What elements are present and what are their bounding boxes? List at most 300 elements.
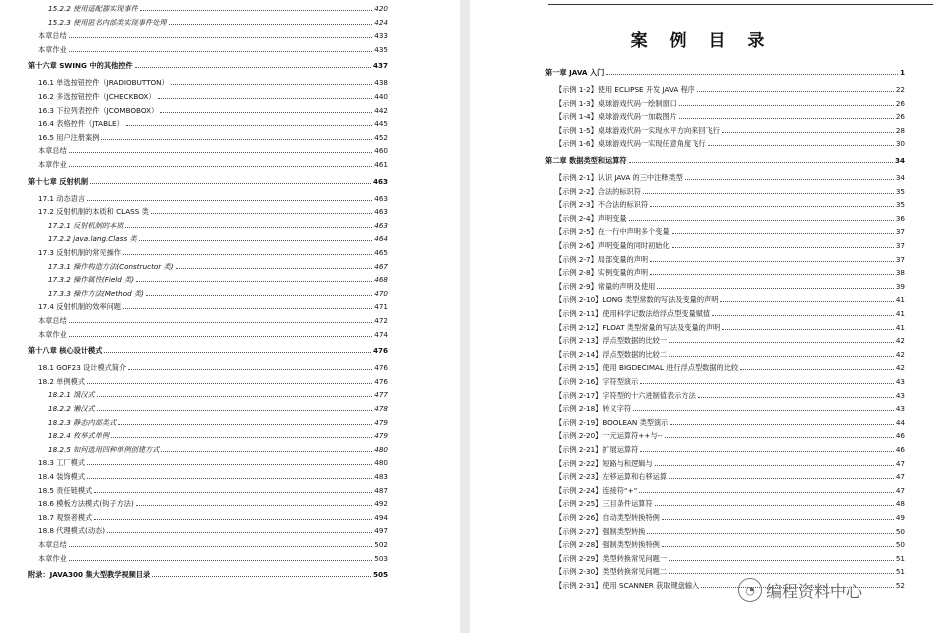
toc-page-number: 479 <box>374 431 388 441</box>
dot-leader <box>650 205 894 207</box>
toc-page-number: 478 <box>374 404 388 413</box>
toc-entry-title: 【示例 2-18】转义字符 <box>555 404 632 414</box>
toc-row[interactable] <box>48 431 388 440</box>
toc-entry-title: 16.1 单选按钮控件（JRADIOBUTTON） <box>38 78 169 88</box>
toc-row[interactable] <box>38 160 388 169</box>
toc-row[interactable] <box>555 255 905 264</box>
dot-leader <box>104 351 371 353</box>
toc-page-number: 22 <box>895 85 905 94</box>
dot-leader <box>708 144 894 146</box>
dot-leader <box>629 219 894 221</box>
toc-page-number: 483 <box>374 472 388 481</box>
dot-leader <box>740 368 894 370</box>
dot-leader <box>136 504 373 506</box>
dot-leader <box>87 199 372 201</box>
dot-leader <box>697 90 894 92</box>
toc-row[interactable] <box>555 227 905 236</box>
toc-page-number: 424 <box>374 17 388 27</box>
toc-entry-title: 【示例 2-2】合法的标识符 <box>555 186 641 196</box>
toc-page-number: 435 <box>374 44 388 54</box>
toc-entry-title: 【示例 2-15】使用 BIGDECIMAL 进行浮点型数据的比较 <box>555 363 739 373</box>
toc-entry-title: 17.4 反射机制的效率问题 <box>38 302 121 312</box>
dot-leader <box>643 192 894 194</box>
toc-row[interactable] <box>555 499 905 508</box>
toc-entry-title: 17.3.2 操作属性(Field 类) <box>48 275 135 285</box>
dot-leader <box>69 165 373 167</box>
header-rule <box>548 4 933 5</box>
dot-leader <box>69 559 373 561</box>
dot-leader <box>633 409 894 411</box>
dot-leader <box>158 97 373 99</box>
toc-page-number: 442 <box>374 105 388 115</box>
toc-row[interactable] <box>48 404 388 413</box>
toc-entry-title: 【示例 1-5】桌球游戏代码一实现水平方向来回飞行 <box>555 125 720 135</box>
toc-row[interactable] <box>555 139 905 148</box>
toc-entry-title: 18.3 工厂模式 <box>38 458 86 468</box>
toc-entry-title: 【示例 2-22】短路与和逻辑与 <box>555 458 653 468</box>
dot-leader <box>669 355 894 357</box>
toc-page-number: 50 <box>895 540 905 550</box>
toc-page-number: 502 <box>374 540 388 549</box>
toc-row[interactable] <box>555 85 905 94</box>
dot-leader <box>679 104 894 106</box>
toc-page-number: 463 <box>374 220 388 230</box>
dot-leader <box>672 246 894 248</box>
dot-leader <box>665 436 894 438</box>
toc-page-number: 38 <box>895 268 905 278</box>
toc-page-number: 420 <box>374 4 388 13</box>
toc-row[interactable] <box>38 499 388 508</box>
toc-entry-title: 【示例 2-16】字符型演示 <box>555 377 639 386</box>
toc-page-number: 43 <box>895 377 905 386</box>
toc-page-number: 47 <box>895 485 905 495</box>
toc-row[interactable] <box>555 336 905 345</box>
toc-entry-title: 18.2.4 枚举式单例 <box>48 431 110 441</box>
dot-leader <box>639 491 893 493</box>
toc-row[interactable] <box>38 526 388 535</box>
toc-entry-title: 【示例 2-12】FLOAT 类型常量的写法及变量的声明 <box>555 322 721 332</box>
dot-leader <box>69 335 373 337</box>
toc-page-number: 52 <box>895 581 905 590</box>
toc-page-number: 47 <box>895 472 905 482</box>
toc-page-number: 48 <box>895 499 905 509</box>
dot-leader <box>679 117 894 119</box>
toc-row[interactable] <box>38 377 388 386</box>
toc-entry-title: 第十八章 核心设计模式 <box>28 346 103 356</box>
toc-row[interactable] <box>555 282 905 291</box>
toc-row[interactable] <box>38 45 388 54</box>
toc-entry-title: 【示例 2-11】使用科学记数法给浮点型变量赋值 <box>555 309 711 318</box>
toc-row[interactable] <box>555 295 905 304</box>
toc-row[interactable] <box>555 214 905 223</box>
toc-entry-title: 15.2.3 使用匿名内部类实现事件处理 <box>48 17 167 27</box>
toc-page-number: 50 <box>895 526 905 536</box>
toc-entry-title: 18.2 单例模式 <box>38 376 86 386</box>
toc-entry-title: 16.5 用户注册案例 <box>38 132 100 142</box>
dot-leader <box>69 36 373 38</box>
toc-page-number: 464 <box>374 234 388 244</box>
dot-leader <box>107 531 372 533</box>
dot-leader <box>87 382 372 384</box>
dot-leader <box>662 518 894 520</box>
toc-page-number: 42 <box>895 336 905 346</box>
toc-page-number: 46 <box>895 431 905 441</box>
toc-chapter-row[interactable] <box>28 570 388 579</box>
dot-leader <box>69 321 373 323</box>
toc-row[interactable] <box>48 289 388 298</box>
toc-page-number: 41 <box>895 295 905 305</box>
toc-page-number: 34 <box>894 156 905 165</box>
toc-entry-title: 【示例 2-5】在一行中声明多个变量 <box>555 227 670 237</box>
toc-entry-title: 【示例 2-21】扩展运算符 <box>555 445 639 454</box>
toc-page-number: 37 <box>895 227 905 237</box>
dot-leader <box>606 73 898 75</box>
toc-entry-title: 15.2.2 使用适配器实现事件 <box>48 4 138 13</box>
toc-page-number: 471 <box>374 302 388 312</box>
toc-entry-title: 本章总结 <box>38 540 67 549</box>
dot-leader <box>125 226 372 228</box>
toc-entry-title: 【示例 1-4】桌球游戏代码一加载图片 <box>555 112 677 122</box>
toc-page-number: 477 <box>374 390 388 400</box>
toc-page-number: 35 <box>895 200 905 210</box>
toc-row[interactable] <box>48 262 388 271</box>
dot-leader <box>126 124 373 126</box>
toc-row[interactable] <box>38 458 388 467</box>
dot-leader <box>670 423 894 425</box>
toc-entry-title: 【示例 2-4】声明变量 <box>555 213 627 223</box>
dot-leader <box>650 273 894 275</box>
toc-entry-title: 本章总结 <box>38 316 67 325</box>
watermark <box>738 578 862 602</box>
toc-row[interactable] <box>555 391 905 400</box>
toc-row[interactable] <box>38 302 388 311</box>
page-title: 案 例 目 录 <box>630 31 773 51</box>
toc-page-number: 463 <box>374 207 388 217</box>
toc-page-number: 452 <box>374 132 388 142</box>
dot-leader <box>140 9 372 11</box>
dot-leader <box>152 575 371 577</box>
toc-row[interactable] <box>555 126 905 135</box>
toc-row[interactable] <box>38 207 388 216</box>
toc-row[interactable] <box>555 445 905 454</box>
toc-entry-title: 【示例 2-7】局部变量的声明 <box>555 254 649 264</box>
toc-entry-title: 第二章 数据类型和运算符 <box>545 156 627 165</box>
toc-entry-title: 第一章 JAVA 入门 <box>545 68 605 77</box>
dot-leader <box>139 239 373 241</box>
toc-page-number: 46 <box>895 445 905 454</box>
toc-page-number: 39 <box>895 281 905 291</box>
toc-entry-title: 【示例 2-20】一元运算符++与-- <box>555 431 663 441</box>
toc-page-number: 445 <box>374 119 388 129</box>
toc-entry-title: 【示例 2-8】实例变量的声明 <box>555 268 649 278</box>
dot-leader <box>146 294 372 296</box>
toc-entry-title: 【示例 2-19】BOOLEAN 类型演示 <box>555 417 669 427</box>
toc-row[interactable] <box>555 112 905 121</box>
toc-row[interactable] <box>38 119 388 128</box>
toc-entry-title: 17.3.3 操作方法(Method 类) <box>48 288 144 298</box>
toc-chapter-row[interactable] <box>545 68 905 77</box>
toc-entry-title: 本章总结 <box>38 146 67 156</box>
toc-page-number: 468 <box>374 275 388 285</box>
toc-row[interactable] <box>38 133 388 142</box>
toc-entry-title: 18.8 代理模式(动态) <box>38 526 106 536</box>
toc-entry-title: 本章作业 <box>38 553 67 563</box>
toc-page-number: 460 <box>374 146 388 156</box>
toc-row[interactable] <box>555 200 905 209</box>
toc-page-number: 36 <box>895 213 905 223</box>
toc-row[interactable] <box>555 268 905 277</box>
toc-row[interactable] <box>38 78 388 87</box>
toc-row[interactable] <box>38 486 388 495</box>
toc-row[interactable] <box>555 241 905 250</box>
dot-leader <box>685 178 894 180</box>
toc-entry-title: 17.3.1 操作构造方法(Constructor 类) <box>48 261 174 271</box>
toc-entry-title: 18.7 观察者模式 <box>38 512 93 522</box>
toc-row[interactable] <box>38 194 388 203</box>
toc-row[interactable] <box>555 404 905 413</box>
toc-page-number: 479 <box>374 417 388 427</box>
toc-page-number: 26 <box>895 98 905 108</box>
toc-row[interactable] <box>555 173 905 182</box>
wechat-icon: ◔ <box>738 578 762 602</box>
dot-leader <box>111 436 372 438</box>
dot-leader <box>640 382 894 384</box>
toc-row[interactable] <box>555 99 905 108</box>
dot-leader <box>94 518 372 520</box>
toc-entry-title: 18.2.1 饿汉式 <box>48 390 95 400</box>
toc-row[interactable] <box>48 418 388 427</box>
toc-row[interactable] <box>555 540 905 549</box>
toc-row[interactable] <box>555 418 905 427</box>
toc-row[interactable] <box>555 363 905 372</box>
toc-entry-title: 【示例 2-30】类型转换常见问题二 <box>555 567 668 577</box>
toc-row[interactable] <box>555 567 905 576</box>
toc-row[interactable] <box>48 18 388 27</box>
dot-leader <box>161 450 372 452</box>
toc-row[interactable] <box>38 472 388 481</box>
dot-leader <box>657 287 894 289</box>
toc-chapter-row[interactable] <box>28 177 388 186</box>
toc-row[interactable] <box>555 527 905 536</box>
toc-row[interactable] <box>555 431 905 440</box>
toc-entry-title: 17.3 反射机制的常见操作 <box>38 248 121 257</box>
toc-entry-title: 18.2.5 如何选用四种单例创建方式 <box>48 444 160 454</box>
toc-row[interactable] <box>38 248 388 257</box>
toc-row[interactable] <box>48 221 388 230</box>
toc-page-number: 41 <box>895 322 905 332</box>
toc-page-number: 51 <box>895 567 905 577</box>
dot-leader <box>655 504 894 506</box>
toc-page-number: 476 <box>374 376 388 386</box>
toc-entry-title: 【示例 2-28】强制类型转换特例 <box>555 540 660 550</box>
dot-leader <box>650 260 894 262</box>
toc-entry-title: 【示例 2-9】常量的声明及使用 <box>555 281 656 291</box>
dot-leader <box>69 50 373 52</box>
toc-entry-title: 18.4 装饰模式 <box>38 472 86 481</box>
toc-entry-title: 本章作业 <box>38 329 67 339</box>
toc-entry-title: 18.2.2 懒汉式 <box>48 404 95 413</box>
toc-entry-title: 16.4 表格控件（JTABLE） <box>38 119 124 129</box>
toc-row[interactable] <box>555 187 905 196</box>
dot-leader <box>647 532 893 534</box>
toc-page-number: 494 <box>374 512 388 522</box>
toc-entry-title: 【示例 1-6】桌球游戏代码一实现任意角度飞行 <box>555 139 706 149</box>
toc-page-number: 476 <box>374 363 388 373</box>
dot-leader <box>101 138 372 140</box>
toc-row[interactable] <box>48 445 388 454</box>
dot-leader <box>87 477 372 479</box>
toc-entry-title: 【示例 2-3】不合法的标识符 <box>555 200 649 210</box>
toc-entry-title: 附录：JAVA300 集大型教学视频目录 <box>28 570 151 580</box>
toc-page-number: 467 <box>374 261 388 271</box>
toc-page-number: 43 <box>895 404 905 414</box>
toc-entry-title: 【示例 2-13】浮点型数据的比较一 <box>555 336 668 346</box>
toc-page-number: 49 <box>895 513 905 522</box>
toc-page-number: 28 <box>895 125 905 135</box>
toc-page-number: 465 <box>374 248 388 257</box>
toc-page-number: 42 <box>895 349 905 359</box>
dot-leader <box>662 545 894 547</box>
toc-page-number: 30 <box>895 139 905 149</box>
toc-page-number: 47 <box>895 458 905 468</box>
toc-row[interactable] <box>48 4 388 13</box>
toc-page-number: 480 <box>374 458 388 468</box>
toc-entry-title: 17.1 动态语言 <box>38 193 86 203</box>
toc-page-number: 505 <box>372 570 388 580</box>
toc-row[interactable] <box>555 459 905 468</box>
toc-page-number: 472 <box>374 316 388 325</box>
dot-leader <box>722 328 894 330</box>
toc-entry-title: 【示例 1-3】桌球游戏代码一绘制窗口 <box>555 98 677 108</box>
toc-row[interactable] <box>555 486 905 495</box>
dot-leader <box>722 131 894 133</box>
dot-leader <box>672 232 894 234</box>
toc-entry-title: 【示例 2-24】连接符“+” <box>555 485 638 495</box>
toc-entry-title: 第十七章 反射机制 <box>28 176 89 186</box>
toc-entry-title: 18.5 责任链模式 <box>38 485 93 495</box>
toc-entry-title: 【示例 2-25】三目条件运算符 <box>555 499 653 509</box>
toc-row[interactable] <box>48 390 388 399</box>
toc-page-number: 503 <box>374 553 388 563</box>
dot-leader <box>669 341 894 343</box>
toc-page-number: 26 <box>895 112 905 122</box>
dot-leader <box>123 253 372 255</box>
toc-page-number: 43 <box>895 390 905 400</box>
toc-row[interactable] <box>555 350 905 359</box>
toc-row[interactable] <box>38 540 388 549</box>
toc-entry-title: 17.2 反射机制的本质和 CLASS 类 <box>38 207 149 217</box>
toc-page-number: 463 <box>372 176 388 186</box>
toc-row[interactable] <box>555 513 905 522</box>
dot-leader <box>160 111 372 113</box>
toc-page-number: 1 <box>899 68 905 77</box>
toc-entry-title: 【示例 2-17】字符型的十六进制值表示方法 <box>555 390 696 400</box>
dot-leader <box>698 396 894 398</box>
toc-page-number: 42 <box>895 363 905 373</box>
toc-row[interactable] <box>38 513 388 522</box>
page-gutter <box>460 0 470 633</box>
dot-leader <box>171 83 373 85</box>
toc-row[interactable] <box>38 92 388 101</box>
toc-entry-title: 【示例 2-27】强制类型转换 <box>555 526 646 536</box>
toc-row[interactable] <box>38 31 388 40</box>
toc-row[interactable] <box>555 472 905 481</box>
right-page <box>470 0 933 633</box>
toc-entry-title: 18.2.3 静态内部类式 <box>48 417 117 427</box>
dot-leader <box>128 368 372 370</box>
dot-leader <box>712 314 894 316</box>
toc-row[interactable] <box>38 316 388 325</box>
toc-row[interactable] <box>555 323 905 332</box>
toc-entry-title: 16.2 多选按钮控件（JCHECKBOX） <box>38 92 156 101</box>
toc-row[interactable] <box>555 377 905 386</box>
toc-row[interactable] <box>555 309 905 318</box>
left-page <box>0 0 460 633</box>
toc-chapter-row[interactable] <box>545 156 905 165</box>
dot-leader <box>169 23 373 25</box>
toc-page-number: 34 <box>895 173 905 182</box>
toc-page-number: 35 <box>895 186 905 196</box>
dot-leader <box>151 212 373 214</box>
toc-page-number: 37 <box>895 241 905 250</box>
toc-entry-title: 【示例 1-2】使用 ECLIPSE 开发 JAVA 程序 <box>555 85 695 94</box>
toc-page-number: 487 <box>374 485 388 495</box>
toc-page-number: 463 <box>374 193 388 203</box>
dot-leader <box>655 464 894 466</box>
toc-page-number: 51 <box>895 553 905 563</box>
toc-row[interactable] <box>48 234 388 243</box>
dot-leader <box>87 463 372 465</box>
dot-leader <box>94 491 372 493</box>
toc-row[interactable] <box>555 554 905 563</box>
toc-entry-title: 【示例 2-26】自动类型转换特例 <box>555 513 660 522</box>
toc-page-number: 41 <box>895 309 905 318</box>
toc-row[interactable] <box>38 554 388 563</box>
toc-chapter-row[interactable] <box>28 61 388 70</box>
toc-entry-title: 【示例 2-31】使用 SCANNER 获取键盘输入 <box>555 581 700 590</box>
toc-row[interactable] <box>38 330 388 339</box>
toc-page-number: 461 <box>374 160 388 169</box>
toc-entry-title: 本章作业 <box>38 160 67 169</box>
toc-page-number: 37 <box>895 254 905 264</box>
dot-leader <box>176 267 373 269</box>
toc-entry-title: 【示例 2-23】左移运算和右移运算 <box>555 472 668 482</box>
toc-entry-title: 本章总结 <box>38 31 67 41</box>
toc-row[interactable] <box>38 363 388 372</box>
toc-entry-title: 【示例 2-10】LONG 类型常数的写法及变量的声明 <box>555 295 719 305</box>
dot-leader <box>97 409 373 411</box>
toc-entry-title: 18.6 模板方法模式(钩子方法) <box>38 499 134 509</box>
dot-leader <box>640 450 894 452</box>
dot-leader <box>69 151 373 153</box>
toc-page-number: 492 <box>374 499 388 509</box>
toc-page-number: 44 <box>895 417 905 427</box>
toc-row[interactable] <box>38 146 388 155</box>
toc-entry-title: 17.2.2 java.lang.Class 类 <box>48 234 137 244</box>
toc-row[interactable] <box>48 275 388 284</box>
toc-page-number: 438 <box>374 78 388 88</box>
toc-entry-title: 16.3 下拉列表控件（JCOMBOBOX） <box>38 105 159 115</box>
toc-page-number: 440 <box>374 92 388 101</box>
toc-chapter-row[interactable] <box>28 346 388 355</box>
toc-entry-title: 【示例 2-14】浮点型数据的比较二 <box>555 349 668 359</box>
toc-row[interactable] <box>38 106 388 115</box>
dot-leader <box>720 300 893 302</box>
toc-entry-title: 第十六章 SWING 中的其他控件 <box>28 61 133 71</box>
toc-page-number: 437 <box>372 61 388 71</box>
dot-leader <box>97 395 373 397</box>
toc-entry-title: 17.2.1 反射机制的本质 <box>48 220 124 230</box>
